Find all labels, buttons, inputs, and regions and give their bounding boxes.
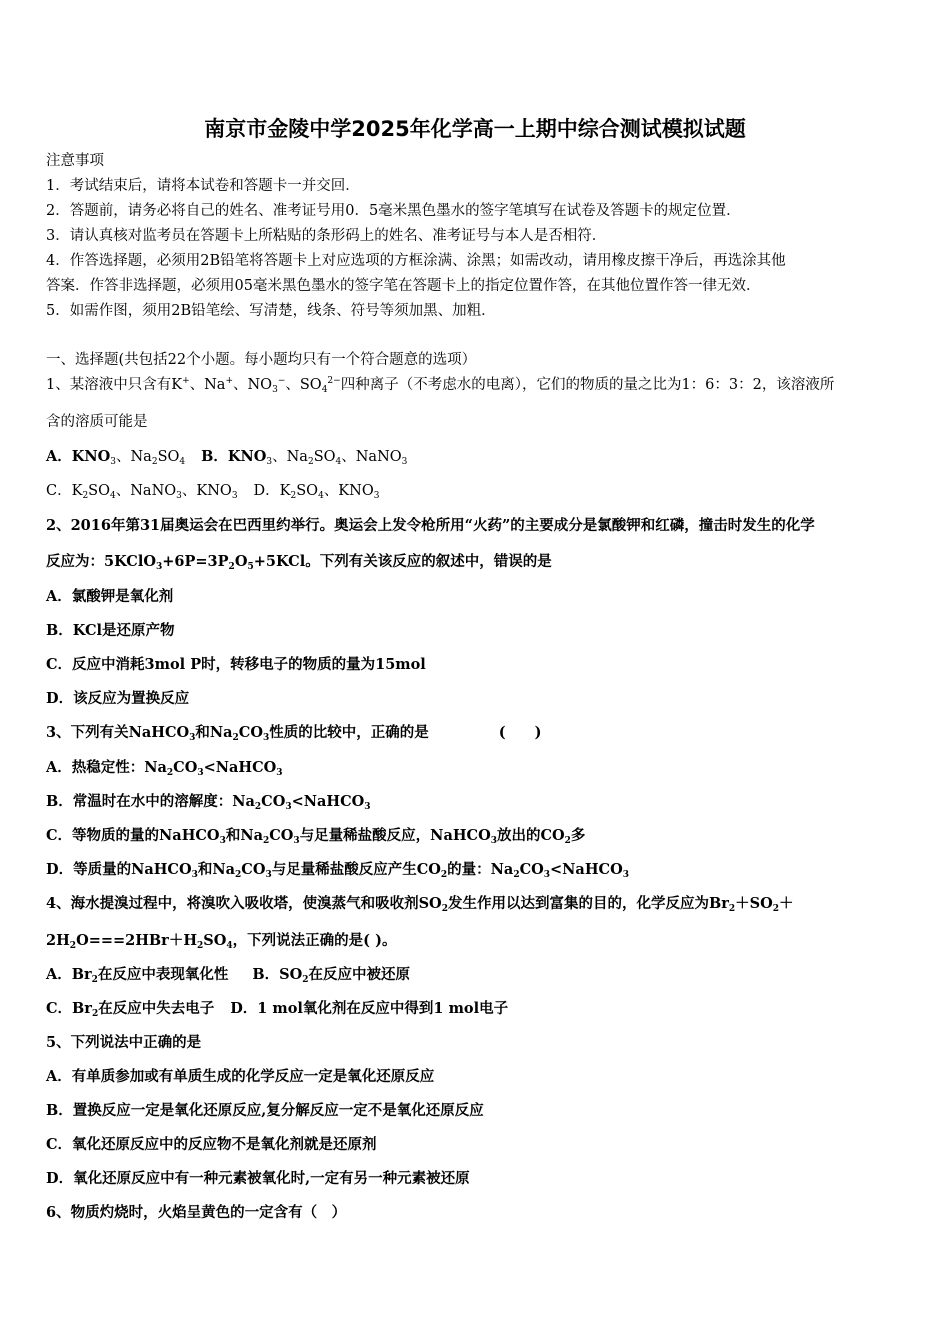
question-4-options-ab: [46, 965, 410, 985]
option-a: A．$KNO_3$、$Na_2SO_4$: [46, 448, 186, 467]
option-b: B．$SO_2$在反应中被还原: [252, 966, 411, 985]
notice-item: 答案．作答非选择题，必须用05毫米黑色墨水的签字笔在答题卡上的指定位置作答，在其他位置作答一律无效．: [46, 278, 761, 294]
question-1-options-ab: [46, 447, 407, 467]
question-4-stem: 4、海水提溴过程中，将溴吹入吸收塔，使溴蒸气和吸收剂$SO_2$发生作用以达到富集的目的，化学反应为$Br_2+SO_2+$: [46, 895, 794, 914]
option-c: C．$Br_2$在反应中失去电子: [46, 1000, 215, 1019]
option-b: B．常温时在水中的溶解度：$Na_2CO_3<NaHCO_3$: [46, 793, 371, 812]
question-1-options-cd: [46, 481, 379, 501]
option-d: D．1 mol氧化剂在反应中得到1 mol电子: [230, 1000, 509, 1017]
notice-item: 5．如需作图，须用2B铅笔绘、写清楚，线条、符号等须加黑、加粗．: [46, 303, 496, 319]
option-c: C．$K_2SO_4$、NaNO$_3$、$KNO_3$: [46, 483, 238, 501]
option-a: A．有单质参加或有单质生成的化学反应一定是氧化还原反应: [46, 1068, 435, 1085]
question-5-stem: 5、下列说法中正确的是: [46, 1034, 202, 1051]
option-a: A．$Br_2$在反应中表现氧化性: [46, 966, 229, 985]
notice-item: 2．答题前，请务必将自己的姓名、准考证号用0．5毫米黑色墨水的签字笔填写在试卷及答题卡的规定位置．: [46, 203, 741, 219]
question-4-equation: $2H_2O===2HBr+H_2SO_4$，下列说法正确的是( )。: [46, 932, 397, 951]
notice-item: 1．考试结束后，请将本试卷和答题卡一并交回．: [46, 178, 360, 194]
notice-heading: 注意事项: [46, 153, 104, 169]
question-1-stem-cont: 含的溶质可能是: [46, 414, 148, 430]
option-d: D．该反应为置换反应: [46, 690, 190, 707]
option-c: C．等物质的量的NaHCO$_3$和$Na_2CO_3$与足量稀盐酸反应，NaHCO$_3$放出的$CO_2$多: [46, 827, 586, 846]
option-b: B．KCl是还原产物: [46, 622, 175, 639]
question-4-options-cd: [46, 999, 508, 1019]
option-c: C．反应中消耗3mol P时，转移电子的物质的量为15mol: [46, 656, 426, 673]
option-d: D．$K_2SO_4$、$KNO_3$: [253, 483, 380, 501]
question-2-stem: 2、2016年第31届奥运会在巴西里约举行。奥运会上发令枪所用“火药”的主要成分是氯酸钾和红磷，撞击时发生的化学: [46, 517, 815, 534]
question-3-stem: 3、下列有关NaHCO$_3$和$Na_2CO_3$性质的比较中，正确的是 ( ): [46, 724, 542, 743]
option-c: C．氧化还原反应中的反应物不是氧化剂就是还原剂: [46, 1136, 377, 1153]
question-2-equation: 反应为：$5KClO_3+6P=3P_2O_5+5KCl$。下列有关该反应的叙述中，错误的是: [46, 553, 552, 572]
option-a: A．氯酸钾是氧化剂: [46, 588, 174, 605]
notice-item: 4．作答选择题，必须用2B铅笔将答题卡上对应选项的方框涂满、涂黑；如需改动，请用橡皮擦干净后，再选涂其他: [46, 253, 786, 269]
section-heading: 一、选择题(共包括22个小题。每小题均只有一个符合题意的选项）: [46, 352, 477, 368]
question-1-stem: 1、某溶液中只含有K+、Na+、$NO_3^-$、$SO_4^{2-}$四种离子（不考虑水的电离），它们的物质的量之比为1：6：3：2，该溶液所: [46, 376, 835, 395]
notice-item: 3．请认真核对监考员在答题卡上所粘贴的条形码上的姓名、准考证号与本人是否相符．: [46, 228, 607, 244]
page-title: 南京市金陵中学2025年化学高一上期中综合测试模拟试题: [204, 117, 746, 141]
option-b: B．$KNO_3$、$Na_2SO_4$、NaNO$_3$: [201, 448, 408, 467]
option-b: B．置换反应一定是氧化还原反应,复分解反应一定不是氧化还原反应: [46, 1102, 484, 1119]
option-a: A．热稳定性：$Na_2CO_3<NaHCO_3$: [46, 759, 283, 778]
question-6-stem: 6、物质灼烧时，火焰呈黄色的一定含有（ ）: [46, 1204, 347, 1221]
option-d: D．氧化还原反应中有一种元素被氧化时,一定有另一种元素被还原: [46, 1170, 470, 1187]
option-d: D．等质量的NaHCO$_3$和$Na_2CO_3$与足量稀盐酸反应产生$CO_2$的量：$Na_2CO_3<NaHCO_3$: [46, 861, 629, 880]
